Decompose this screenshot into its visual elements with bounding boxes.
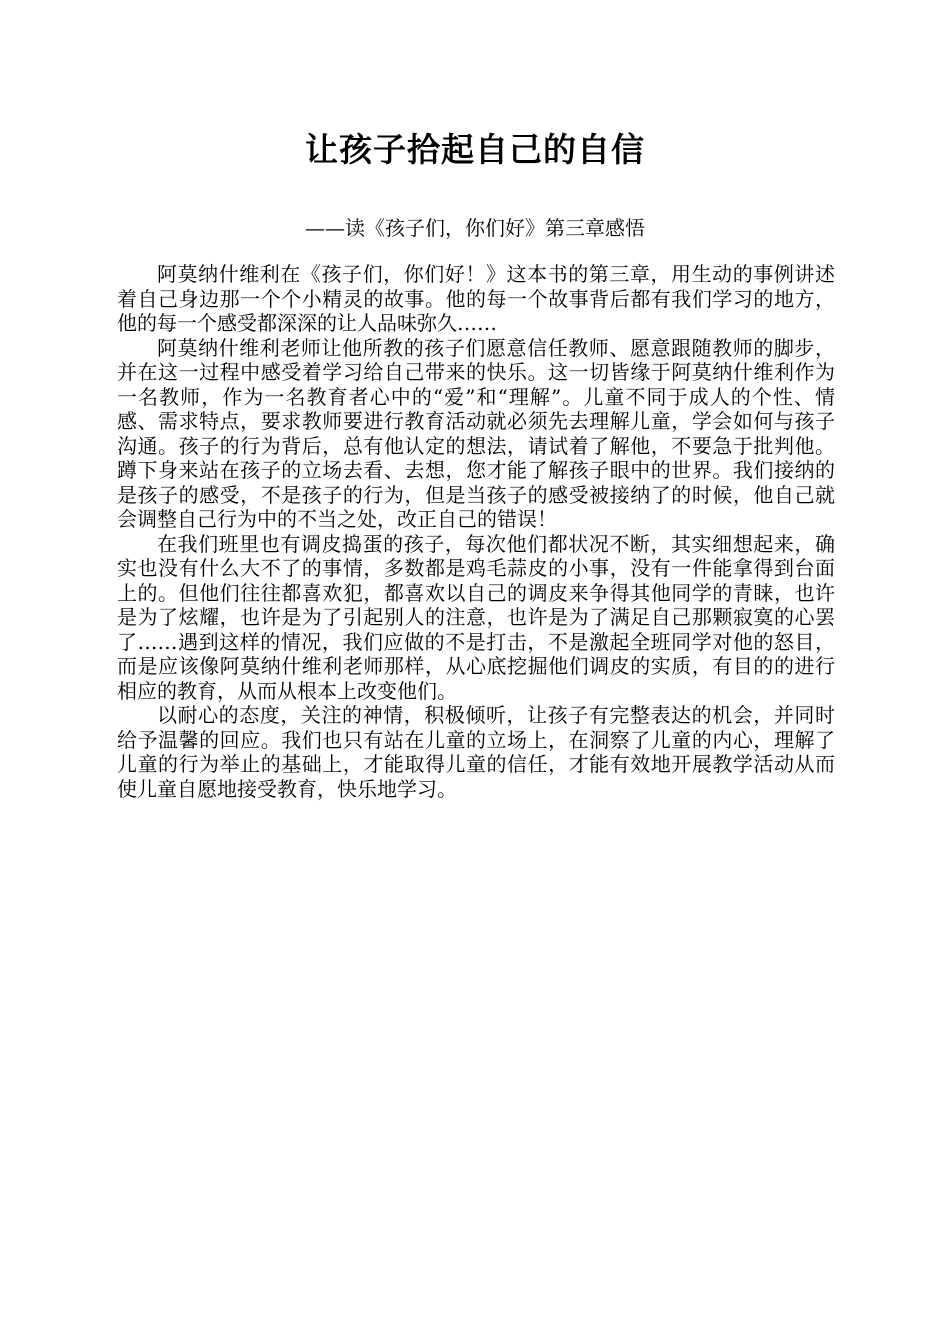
paragraph: 阿莫纳什维利在《孩子们，你们好！》这本书的第三章，用生动的事例讲述着自己身边那一个个小精灵的故事。他的每一个故事背后都有我们学习的地方，他的每一个感受都深深的让人品味弥久…… — [117, 262, 835, 335]
paragraph: 以耐心的态度，关注的神情，积极倾听，让孩子有完整表达的机会，并同时给予温馨的回应。我们也只有站在儿童的立场上，在洞察了儿童的内心，理解了儿童的行为举止的基础上，才能取得儿童的信任，才能有效地开展教学活动从而使儿童自愿地接受教育，快乐地学习。 — [117, 703, 835, 801]
document-body — [117, 262, 835, 801]
paragraph: 在我们班里也有调皮捣蛋的孩子，每次他们都状况不断，其实细想起来，确实也没有什么大不了的事情，多数都是鸡毛蒜皮的小事，没有一件能拿得到台面上的。但他们往往都喜欢犯，都喜欢以自己的调皮来争得其他同学的青睐，也许是为了炫耀，也许是为了引起别人的注意，也许是为了满足自己那颗寂寞的心罢了……遇到这样的情况，我们应做的不是打击，不是激起全班同学对他的怒目，而是应该像阿莫纳什维利老师那样，从心底挖掘他们调皮的实质，有目的的进行相应的教育，从而从根本上改变他们。 — [117, 531, 835, 703]
paragraph: 阿莫纳什维利老师让他所教的孩子们愿意信任教师、愿意跟随教师的脚步，并在这一过程中感受着学习给自己带来的快乐。这一切皆缘于阿莫纳什维利作为一名教师，作为一名教育者心中的“爱”和“理解”。儿童不同于成人的个性、情感、需求特点，要求教师要进行教育活动就必须先去理解儿童，学会如何与孩子沟通。孩子的行为背后，总有他认定的想法，请试着了解他，不要急于批判他。蹲下身来站在孩子的立场去看、去想，您才能了解孩子眼中的世界。我们接纳的是孩子的感受，不是孩子的行为，但是当孩子的感受被接纳了的时候，他自己就会调整自己行为中的不当之处，改正自己的错误！ — [117, 335, 835, 531]
document-title: 让孩子拾起自己的自信 — [305, 130, 645, 169]
document-subtitle: ——读《孩子们，你们好》第三章感悟 — [305, 216, 645, 240]
